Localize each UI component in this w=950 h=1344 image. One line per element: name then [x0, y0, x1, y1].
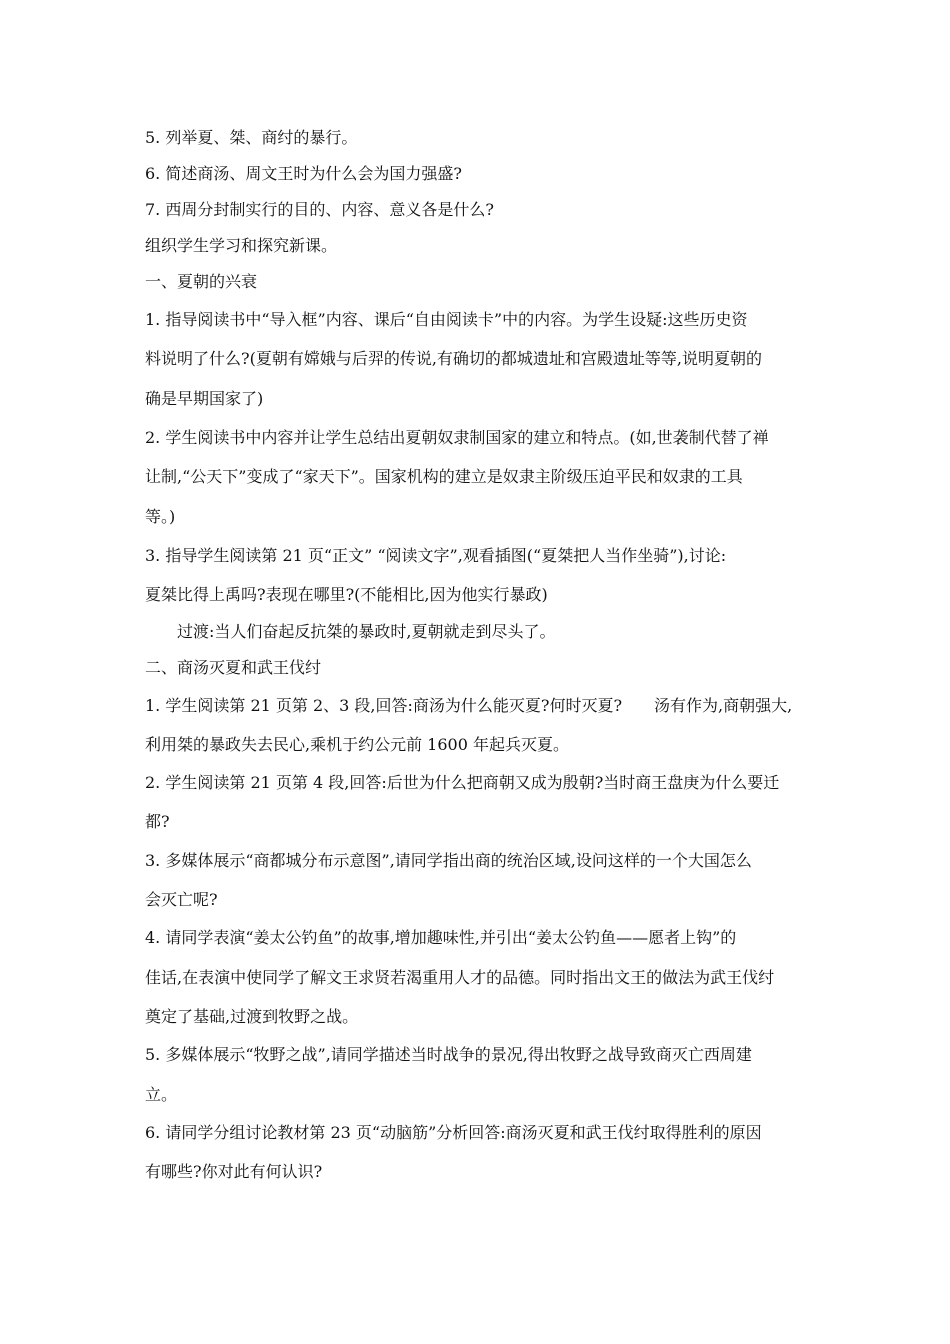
paragraph-line: 3. 多媒体展示“商都城分布示意图”,请同学指出商的统治区域,设问这样的一个大国怎么 — [145, 851, 752, 870]
paragraph-line: 3. 指导学生阅读第 21 页“正文” “阅读文字”,观看插图(“夏桀把人当作坐骑”),讨论: — [145, 546, 727, 565]
paragraph-line: 料说明了什么?(夏朝有嫦娥与后羿的传说,有确切的都城遗址和宫殿遗址等等,说明夏朝的 — [145, 349, 762, 368]
paragraph-line: 2. 学生阅读书中内容并让学生总结出夏朝奴隶制国家的建立和特点。(如,世袭制代替了禅 — [145, 428, 769, 447]
paragraph-line: 会灭亡呢? — [145, 890, 218, 909]
paragraph-line: 4. 请同学表演“姜太公钓鱼”的故事,增加趣味性,并引出“姜太公钓鱼——愿者上钩”的 — [145, 928, 737, 947]
section-heading-1: 一、夏朝的兴衰 — [145, 272, 258, 291]
paragraph-line: 有哪些?你对此有何认识? — [145, 1162, 323, 1181]
paragraph-line: 确是早期国家了) — [145, 389, 264, 408]
paragraph-line: 夏桀比得上禹吗?表现在哪里?(不能相比,因为他实行暴政) — [145, 585, 548, 604]
paragraph: 组织学生学习和探究新课。 — [145, 236, 338, 255]
paragraph-line: 6. 请同学分组讨论教材第 23 页“动脑筋”分析回答:商汤灭夏和武王伐纣取得胜利的原因 — [145, 1123, 762, 1142]
paragraph-line: 等。) — [145, 507, 176, 526]
section-heading-2: 二、商汤灭夏和武王伐纣 — [145, 658, 322, 677]
question-item-5: 5. 列举夏、桀、商纣的暴行。 — [145, 128, 358, 147]
question-item-6: 6. 简述商汤、周文王时为什么会为国力强盛? — [145, 164, 462, 183]
paragraph-line: 立。 — [145, 1085, 178, 1104]
paragraph-line: 都? — [145, 812, 170, 831]
paragraph-line: 2. 学生阅读第 21 页第 4 段,回答:后世为什么把商朝又成为殷朝?当时商王盘庚为什么要迁 — [145, 773, 780, 792]
paragraph-line: 5. 多媒体展示“牧野之战”,请同学描述当时战争的景况,得出牧野之战导致商灭亡西周建 — [145, 1045, 752, 1064]
transition-line: 过渡:当人们奋起反抗桀的暴政时,夏朝就走到尽头了。 — [177, 622, 556, 641]
paragraph-line: 佳话,在表演中使同学了解文王求贤若渴重用人才的品德。同时指出文王的做法为武王伐纣 — [145, 968, 775, 987]
paragraph-line: 1. 学生阅读第 21 页第 2、3 段,回答:商汤为什么能灭夏?何时灭夏? 汤有作为,商朝强大, — [145, 696, 793, 715]
paragraph-line: 利用桀的暴政失去民心,乘机于约公元前 1600 年起兵灭夏。 — [145, 735, 569, 754]
question-item-7: 7. 西周分封制实行的目的、内容、意义各是什么? — [145, 200, 494, 219]
paragraph-line: 1. 指导阅读书中“导入框”内容、课后“自由阅读卡”中的内容。为学生设疑:这些历史资 — [145, 310, 748, 329]
paragraph-line: 奠定了基础,过渡到牧野之战。 — [145, 1007, 359, 1026]
paragraph-line: 让制,“公天下”变成了“家天下”。国家机构的建立是奴隶主阶级压迫平民和奴隶的工具 — [145, 467, 743, 486]
